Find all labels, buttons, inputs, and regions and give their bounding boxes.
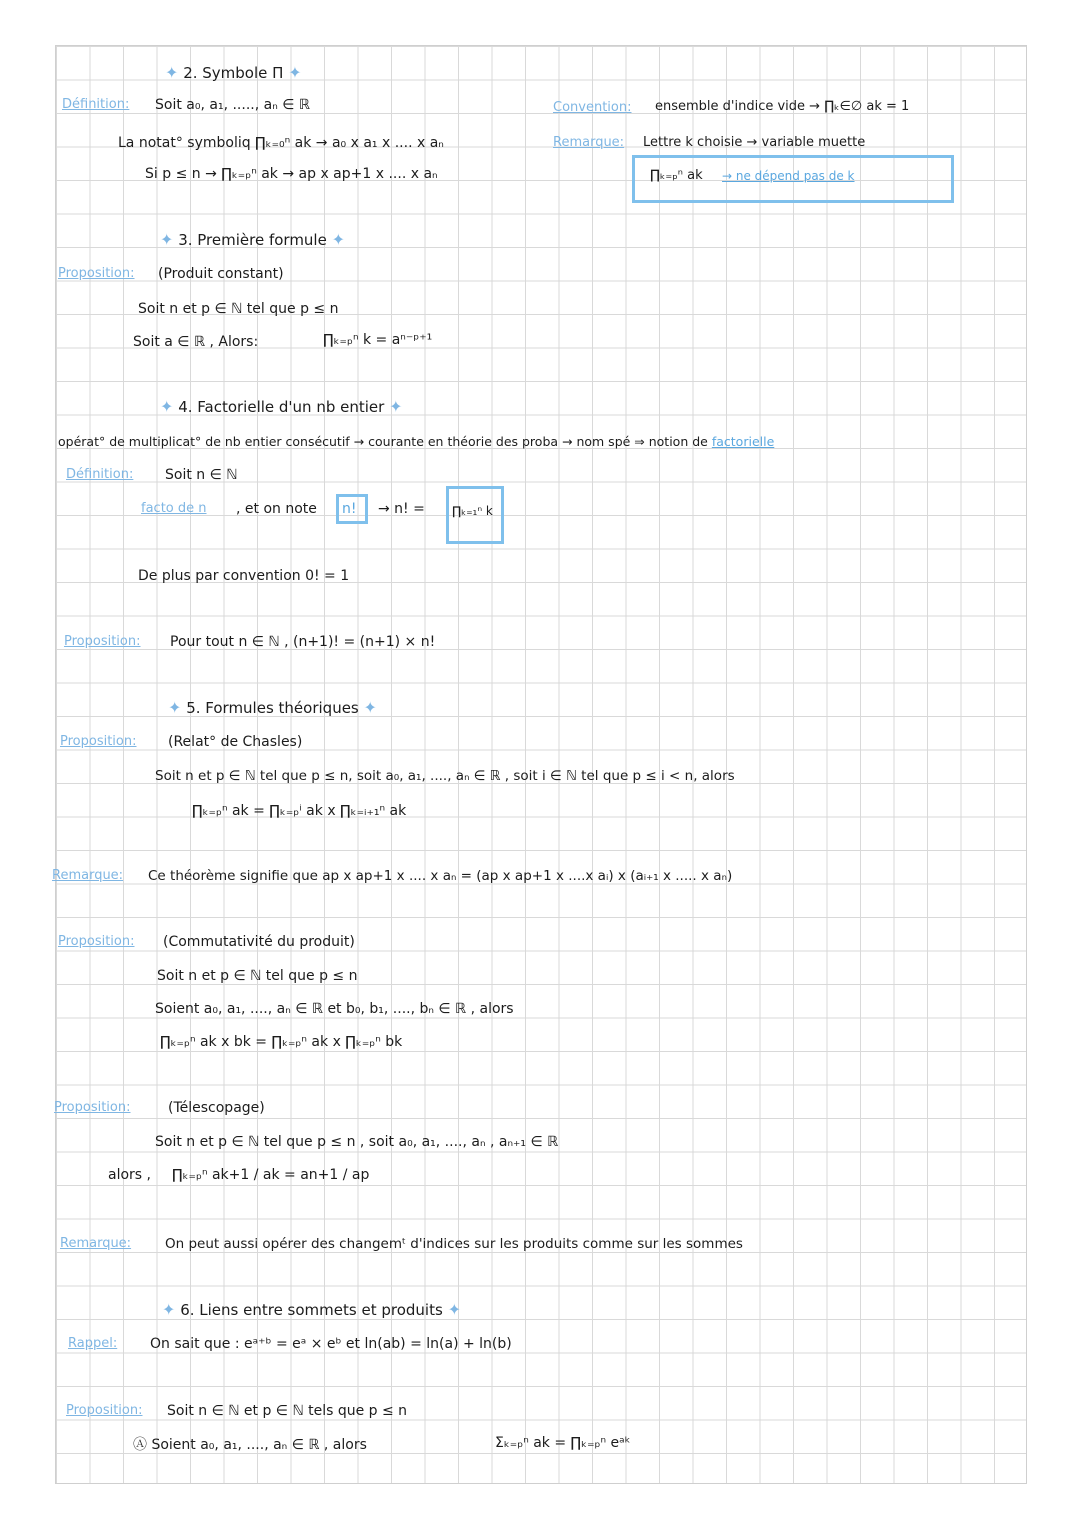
commutativity-formula: ∏ₖ₌ₚⁿ ak x bk = ∏ₖ₌ₚⁿ ak x ∏ₖ₌ₚⁿ bk: [160, 1034, 403, 1050]
chasles-line: Soit n et p ∈ ℕ tel que p ≤ n, soit a₀, a₁, ...., aₙ ∈ ℝ , soit i ∈ ℕ tel que p ≤ i < n, alors: [155, 768, 735, 784]
sparkle-icon: ✦: [160, 397, 174, 416]
section-5-title-text: 5. Formules théoriques: [186, 699, 359, 717]
facto-label: facto de n: [141, 501, 207, 516]
section-3-title: [160, 230, 345, 249]
proposition-label: Proposition:: [66, 1403, 143, 1418]
sparkle-icon: ✦: [331, 230, 346, 249]
remark-box-formula: ∏ₖ₌ₚⁿ ak: [650, 168, 703, 183]
grid-paper: [55, 45, 1027, 1484]
constant-formula: ∏ₖ₌ₚⁿ k = aⁿ⁻ᵖ⁺¹: [323, 332, 433, 348]
section-3-title-text: 3. Première formule: [178, 231, 327, 249]
telescoping-line: Soit n et p ∈ ℕ tel que p ≤ n , soit a₀, a₁, ...., aₙ , aₙ₊₁ ∈ ℝ: [155, 1134, 559, 1150]
item-marker: Ⓐ: [133, 1437, 147, 1453]
section-2-title: [165, 63, 302, 82]
item-text: Soient a₀, a₁, ...., aₙ ∈ ℝ , alors: [151, 1437, 367, 1453]
chasles-name: (Relat° de Chasles): [168, 734, 303, 750]
sparkle-icon: ✦: [389, 397, 403, 416]
proposition-label: Proposition:: [64, 634, 141, 649]
factorial-convention: De plus par convention 0! = 1: [138, 568, 350, 584]
sparkle-icon: ✦: [363, 698, 377, 717]
convention-text: ensemble d'indice vide → ∏ₖ∈∅ ak = 1: [655, 99, 910, 114]
convention-label: Convention:: [553, 100, 632, 115]
si-line: Si p ≤ n → ∏ₖ₌ₚⁿ ak → ap x ap+1 x .... x aₙ: [145, 166, 438, 182]
proposition-label: Proposition:: [54, 1100, 131, 1115]
facto-symbol: n!: [342, 501, 357, 517]
proposition-label: Proposition:: [60, 734, 137, 749]
line-1: Soit n et p ∈ ℕ tel que p ≤ n: [138, 301, 339, 317]
remark-label: Remarque:: [60, 1236, 132, 1251]
remark-label: Remarque:: [52, 868, 124, 883]
remark-label: Remarque:: [553, 135, 625, 150]
definition-label: Définition:: [66, 467, 134, 482]
sparkle-icon: ✦: [160, 230, 174, 249]
telescoping-name: (Télescopage): [168, 1100, 265, 1116]
sparkle-icon: ✦: [447, 1300, 461, 1319]
remark-box-note: → ne dépend pas de k: [722, 169, 855, 183]
facto-formula: ∏ₖ₌₁ⁿ k: [452, 504, 493, 518]
intro-text: opérat° de multiplicat° de nb entier consécutif → courante en théorie des proba → nom spé ⇒ notion de: [58, 434, 708, 449]
definition-line: Soit n ∈ ℕ: [165, 467, 238, 483]
commutativity-name: (Commutativité du produit): [163, 934, 355, 950]
proposition-label: Proposition:: [58, 266, 135, 281]
section-6-title: [162, 1300, 461, 1319]
rappel-text: On sait que : eᵃ⁺ᵇ = eᵃ × eᵇ et ln(ab) = ln(a) + ln(b): [150, 1336, 512, 1352]
telescoping-alors: alors ,: [108, 1167, 151, 1183]
remark-text: Lettre k choisie → variable muette: [643, 135, 866, 150]
sparkle-icon: ✦: [165, 63, 179, 82]
remark-text: Ce théorème signifie que ap x ap+1 x .... x aₙ = (ap x ap+1 x ....x aᵢ) x (aᵢ₊₁ x ..... x aₙ): [148, 868, 733, 884]
section-6-title-text: 6. Liens entre sommets et produits: [180, 1301, 443, 1319]
section-5-title: [168, 698, 377, 717]
notation-line: La notat° symboliq ∏ₖ₌₀ⁿ ak → a₀ x a₁ x .... x aₙ: [118, 135, 444, 151]
intro-keyword: factorielle: [711, 434, 775, 449]
sparkle-icon: ✦: [162, 1300, 176, 1319]
sum-product-formula: Σₖ₌ₚⁿ ak = ∏ₖ₌ₚⁿ eᵃᵏ: [495, 1435, 631, 1451]
rappel-label: Rappel:: [68, 1336, 118, 1351]
sparkle-icon: ✦: [288, 63, 302, 82]
section-2-title-text: 2. Symbole Π: [183, 64, 284, 82]
factorial-intro: [58, 433, 774, 451]
sum-product-item: [133, 1436, 367, 1454]
telescoping-formula: ∏ₖ₌ₚⁿ ak+1 / ak = an+1 / ap: [172, 1167, 370, 1183]
facto-text: , et on note: [236, 501, 317, 517]
sparkle-icon: ✦: [168, 698, 182, 717]
line-2: Soit a ∈ ℝ , Alors:: [133, 334, 259, 350]
definition-line: Soit a₀, a₁, ....., aₙ ∈ ℝ: [155, 97, 310, 113]
remark-2-text: On peut aussi opérer des changemᵗ d'indices sur les produits comme sur les sommes: [165, 1236, 743, 1252]
commutativity-line-1: Soit n et p ∈ ℕ tel que p ≤ n: [157, 968, 358, 984]
proposition-label: Proposition:: [58, 934, 135, 949]
facto-arrow: → n! =: [378, 501, 425, 517]
sum-product-line: Soit n ∈ ℕ et p ∈ ℕ tels que p ≤ n: [167, 1403, 408, 1419]
chasles-formula: ∏ₖ₌ₚⁿ ak = ∏ₖ₌ₚⁱ ak x ∏ₖ₌ᵢ₊₁ⁿ ak: [192, 803, 407, 819]
commutativity-line-2: Soient a₀, a₁, ...., aₙ ∈ ℝ et b₀, b₁, ...., bₙ ∈ ℝ , alors: [155, 1001, 514, 1017]
definition-label: Définition:: [62, 97, 130, 112]
factorial-proposition: Pour tout n ∈ ℕ , (n+1)! = (n+1) × n!: [170, 634, 436, 650]
section-4-title: [160, 397, 403, 416]
section-4-title-text: 4. Factorielle d'un nb entier: [178, 398, 385, 416]
proposition-name: (Produit constant): [158, 266, 284, 282]
